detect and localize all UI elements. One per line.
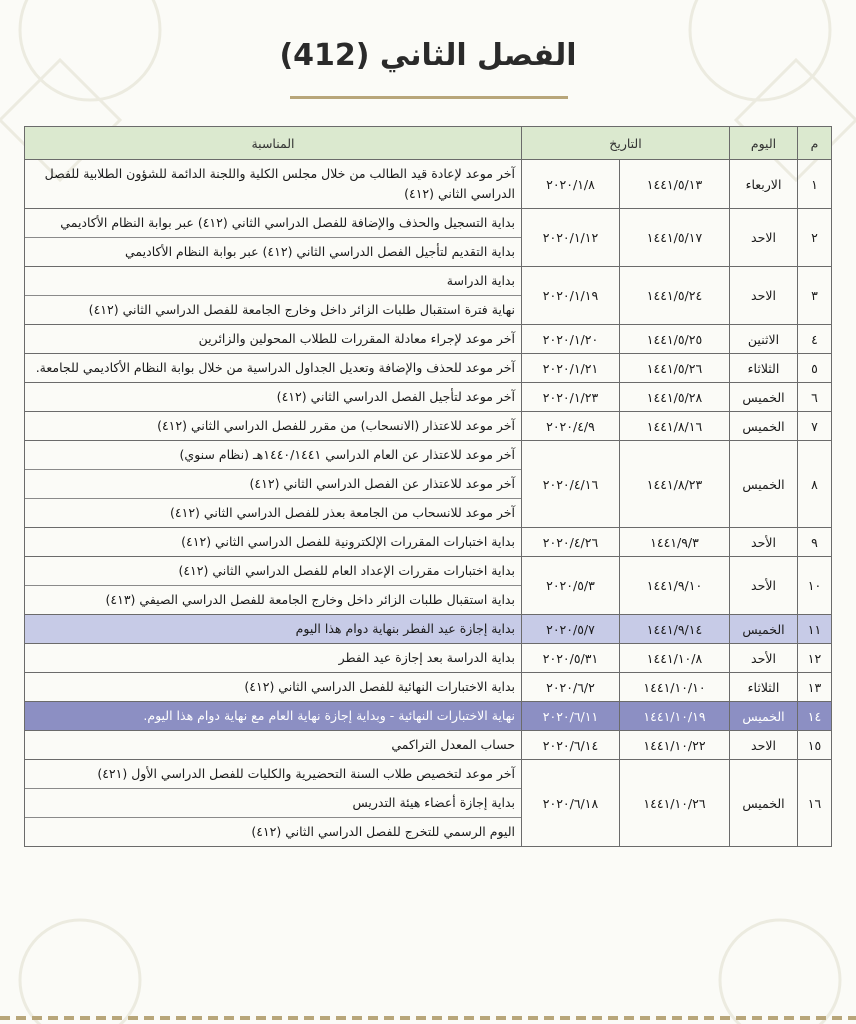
occasion-item: آخر موعد لتخصيص طلاب السنة التحضيرية والكليات للفصل الدراسي الأول (٤٢١) bbox=[97, 766, 515, 781]
row-day: الاثنين bbox=[730, 325, 798, 354]
occasion-item: نهاية فترة استقبال طلبات الزائر داخل وخارج الجامعة للفصل الدراسي الثاني (٤١٢) bbox=[25, 295, 521, 324]
table-row bbox=[25, 731, 832, 760]
row-number: ٢ bbox=[798, 209, 832, 267]
table-row bbox=[25, 412, 832, 441]
row-gregorian-date: ٢٠٢٠/١/١٢ bbox=[521, 209, 619, 267]
row-hijri-date: ١٤٤١/٥/٢٨ bbox=[620, 383, 730, 412]
page-title: الفصل الثاني (412) bbox=[279, 38, 577, 73]
row-gregorian-date: ٢٠٢٠/١/٢٠ bbox=[521, 325, 619, 354]
row-hijri-date: ١٤٤١/٨/١٦ bbox=[620, 412, 730, 441]
row-gregorian-date: ٢٠٢٠/٥/٧ bbox=[521, 615, 619, 644]
row-gregorian-date: ٢٠٢٠/١/٢١ bbox=[521, 354, 619, 383]
row-day: الاحد bbox=[730, 209, 798, 267]
row-hijri-date: ١٤٤١/١٠/١٠ bbox=[620, 673, 730, 702]
row-day: الخميس bbox=[730, 760, 798, 847]
occasion-item: بداية استقبال طلبات الزائر داخل وخارج الجامعة للفصل الدراسي الصيفي (٤١٣) bbox=[25, 585, 521, 614]
row-number: ١٠ bbox=[798, 557, 832, 615]
occasion-item: بداية التقديم لتأجيل الفصل الدراسي الثاني (٤١٢) عبر بوابة النظام الأكاديمي bbox=[25, 237, 521, 266]
row-hijri-date: ١٤٤١/١٠/١٩ bbox=[620, 702, 730, 731]
occasion-item: آخر موعد للاعتذار عن الفصل الدراسي الثاني (٤١٢) bbox=[25, 469, 521, 498]
row-occasion bbox=[25, 267, 522, 325]
row-number: ٤ bbox=[798, 325, 832, 354]
row-number: ٨ bbox=[798, 441, 832, 528]
row-day: الثلاثاء bbox=[730, 673, 798, 702]
occasion-item: آخر موعد لإعادة قيد الطالب من خلال مجلس الكلية واللجنة الدائمة للشؤون الطلابية للفصل الدراسي الثاني (٤١٢) bbox=[44, 166, 515, 201]
table-row bbox=[25, 209, 832, 267]
row-day: الاحد bbox=[730, 267, 798, 325]
row-number: ١٤ bbox=[798, 702, 832, 731]
row-occasion bbox=[25, 441, 522, 528]
table-header-row bbox=[25, 127, 832, 160]
row-number: ١ bbox=[798, 160, 832, 209]
row-gregorian-date: ٢٠٢٠/٦/١١ bbox=[521, 702, 619, 731]
table-row bbox=[25, 160, 832, 209]
occasion-item: بداية الدراسة بعد إجازة عيد الفطر bbox=[338, 650, 515, 665]
row-day: الاحد bbox=[730, 731, 798, 760]
row-occasion bbox=[25, 702, 522, 731]
occasion-item: بداية الاختبارات النهائية للفصل الدراسي الثاني (٤١٢) bbox=[244, 679, 515, 694]
row-gregorian-date: ٢٠٢٠/١/٢٣ bbox=[521, 383, 619, 412]
row-gregorian-date: ٢٠٢٠/٦/٢ bbox=[521, 673, 619, 702]
row-occasion bbox=[25, 644, 522, 673]
bottom-decorative-stripe bbox=[0, 1016, 856, 1020]
row-hijri-date: ١٤٤١/٨/٢٣ bbox=[620, 441, 730, 528]
row-number: ١٥ bbox=[798, 731, 832, 760]
header-num: م bbox=[798, 127, 832, 160]
table-body bbox=[25, 160, 832, 847]
row-day: الخميس bbox=[730, 383, 798, 412]
table-row bbox=[25, 557, 832, 615]
row-gregorian-date: ٢٠٢٠/٥/٣ bbox=[521, 557, 619, 615]
row-number: ٩ bbox=[798, 528, 832, 557]
table-row bbox=[25, 354, 832, 383]
table-row bbox=[25, 760, 832, 847]
row-occasion bbox=[25, 412, 522, 441]
occasion-item: بداية التسجيل والحذف والإضافة للفصل الدراسي الثاني (٤١٢) عبر بوابة النظام الأكاديمي bbox=[60, 215, 515, 230]
row-gregorian-date: ٢٠٢٠/٤/٢٦ bbox=[521, 528, 619, 557]
row-day: الخميس bbox=[730, 702, 798, 731]
row-day: الأحد bbox=[730, 644, 798, 673]
occasion-item: اليوم الرسمي للتخرج للفصل الدراسي الثاني (٤١٢) bbox=[25, 817, 521, 846]
table-row bbox=[25, 383, 832, 412]
row-number: ٦ bbox=[798, 383, 832, 412]
row-hijri-date: ١٤٤١/١٠/٢٢ bbox=[620, 731, 730, 760]
occasion-item: آخر موعد للاعتذار عن العام الدراسي ١٤٤٠/١٤٤١هـ (نظام سنوي) bbox=[179, 447, 515, 462]
occasion-item: بداية إجازة عيد الفطر بنهاية دوام هذا اليوم bbox=[295, 621, 515, 636]
row-occasion bbox=[25, 615, 522, 644]
row-number: ١١ bbox=[798, 615, 832, 644]
occasion-item: آخر موعد لتأجيل الفصل الدراسي الثاني (٤١٢) bbox=[276, 389, 515, 404]
row-number: ١٢ bbox=[798, 644, 832, 673]
table-row bbox=[25, 702, 832, 731]
row-hijri-date: ١٤٤١/٥/٢٦ bbox=[620, 354, 730, 383]
occasion-item: بداية الدراسة bbox=[446, 273, 515, 288]
row-number: ١٣ bbox=[798, 673, 832, 702]
row-gregorian-date: ٢٠٢٠/٦/١٨ bbox=[521, 760, 619, 847]
row-hijri-date: ١٤٤١/١٠/٨ bbox=[620, 644, 730, 673]
row-day: الخميس bbox=[730, 441, 798, 528]
row-occasion bbox=[25, 325, 522, 354]
row-occasion bbox=[25, 354, 522, 383]
row-gregorian-date: ٢٠٢٠/١/٨ bbox=[521, 160, 619, 209]
row-occasion bbox=[25, 731, 522, 760]
table-row bbox=[25, 441, 832, 528]
occasion-item: بداية إجازة أعضاء هيئة التدريس bbox=[25, 788, 521, 817]
header-date: التاريخ bbox=[521, 127, 729, 160]
row-occasion bbox=[25, 760, 522, 847]
table-row bbox=[25, 673, 832, 702]
row-gregorian-date: ٢٠٢٠/١/١٩ bbox=[521, 267, 619, 325]
row-day: الخميس bbox=[730, 615, 798, 644]
header-occasion: المناسبة bbox=[25, 127, 522, 160]
row-hijri-date: ١٤٤١/٩/١٤ bbox=[620, 615, 730, 644]
row-hijri-date: ١٤٤١/٥/١٧ bbox=[620, 209, 730, 267]
title-underline bbox=[290, 96, 568, 99]
occasion-item: بداية اختبارات مقررات الإعداد العام للفصل الدراسي الثاني (٤١٢) bbox=[178, 563, 515, 578]
row-number: ٧ bbox=[798, 412, 832, 441]
row-occasion bbox=[25, 209, 522, 267]
row-occasion bbox=[25, 383, 522, 412]
row-day: الاربعاء bbox=[730, 160, 798, 209]
row-number: ٣ bbox=[798, 267, 832, 325]
row-hijri-date: ١٤٤١/٥/١٣ bbox=[620, 160, 730, 209]
row-day: الأحد bbox=[730, 557, 798, 615]
table-row bbox=[25, 325, 832, 354]
table-row bbox=[25, 267, 832, 325]
occasion-item: بداية اختبارات المقررات الإلكترونية للفصل الدراسي الثاني (٤١٢) bbox=[181, 534, 515, 549]
row-day: الثلاثاء bbox=[730, 354, 798, 383]
occasion-item: آخر موعد للانسحاب من الجامعة بعذر للفصل الدراسي الثاني (٤١٢) bbox=[25, 498, 521, 527]
header-day: اليوم bbox=[730, 127, 798, 160]
table-row bbox=[25, 615, 832, 644]
row-gregorian-date: ٢٠٢٠/٦/١٤ bbox=[521, 731, 619, 760]
row-gregorian-date: ٢٠٢٠/٤/٩ bbox=[521, 412, 619, 441]
row-occasion bbox=[25, 528, 522, 557]
row-occasion bbox=[25, 160, 522, 209]
table-row bbox=[25, 644, 832, 673]
schedule-table bbox=[24, 126, 832, 847]
row-hijri-date: ١٤٤١/٩/٣ bbox=[620, 528, 730, 557]
row-day: الأحد bbox=[730, 528, 798, 557]
row-day: الخميس bbox=[730, 412, 798, 441]
row-hijri-date: ١٤٤١/٩/١٠ bbox=[620, 557, 730, 615]
occasion-item: حساب المعدل التراكمي bbox=[391, 737, 515, 752]
row-hijri-date: ١٤٤١/٥/٢٤ bbox=[620, 267, 730, 325]
row-gregorian-date: ٢٠٢٠/٥/٣١ bbox=[521, 644, 619, 673]
row-hijri-date: ١٤٤١/١٠/٢٦ bbox=[620, 760, 730, 847]
occasion-item: آخر موعد لإجراء معادلة المقررات للطلاب المحولين والزائرين bbox=[198, 331, 515, 346]
occasion-item: نهاية الاختبارات النهائية - وبداية إجازة نهاية العام مع نهاية دوام هذا اليوم. bbox=[143, 708, 515, 723]
row-number: ١٦ bbox=[798, 760, 832, 847]
occasion-item: آخر موعد للحذف والإضافة وتعديل الجداول الدراسية من خلال بوابة النظام الأكاديمي للجامعة. bbox=[35, 360, 515, 375]
table-row bbox=[25, 528, 832, 557]
occasion-item: آخر موعد للاعتذار (الانسحاب) من مقرر للفصل الدراسي الثاني (٤١٢) bbox=[157, 418, 515, 433]
row-occasion bbox=[25, 673, 522, 702]
row-gregorian-date: ٢٠٢٠/٤/١٦ bbox=[521, 441, 619, 528]
row-hijri-date: ١٤٤١/٥/٢٥ bbox=[620, 325, 730, 354]
row-occasion bbox=[25, 557, 522, 615]
row-number: ٥ bbox=[798, 354, 832, 383]
